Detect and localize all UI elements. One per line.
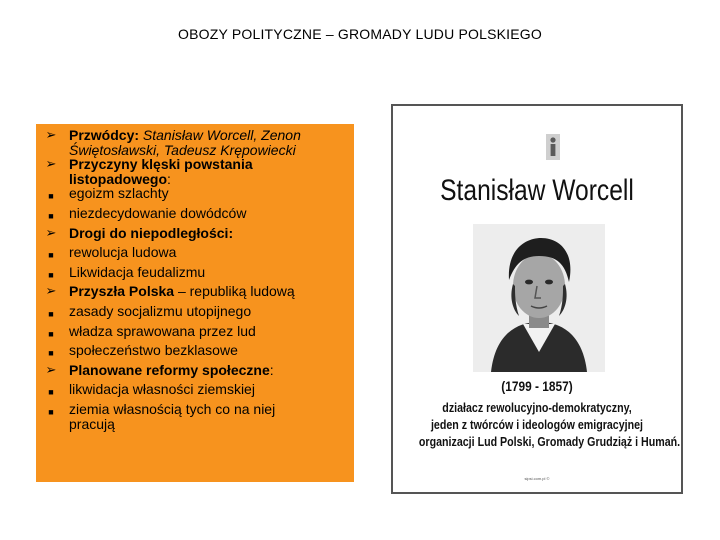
arrow-bullet-icon: ➢ [45,283,57,299]
list-item: ■ władza sprawowana przez lud [42,324,348,339]
square-bullet-icon: ■ [48,210,54,221]
square-bullet-icon: ■ [48,250,54,261]
list-item: ■ rewolucja ludowa [42,245,348,260]
arrow-bullet-icon: ➢ [45,224,57,240]
list-item: ➢ Przyszła Polska – republiką ludową [42,284,348,299]
list-item: ■ ziemia własnością tych co na niej pracują [42,402,348,431]
list-item: ■ zasady socjalizmu utopijnego [42,304,348,319]
list-item: ➢ Planowane reformy społeczne: [42,363,348,378]
list-item: ■ egoizm szlachty [42,186,348,201]
slide-title: OBOZY POLITYCZNE – GROMADY LUDU POLSKIEGO [178,26,542,42]
square-bullet-icon: ■ [48,191,54,202]
bullet-list [42,128,348,431]
list-item: ➢ Drogi do niepodległości: [42,226,348,241]
square-bullet-icon: ■ [48,269,54,280]
arrow-bullet-icon: ➢ [45,156,57,172]
square-bullet-icon: ■ [48,328,54,339]
list-item: ■ społeczeństwo bezklasowe [42,343,348,358]
portrait-card [391,104,683,494]
card-name: Stanisław Worcell [440,174,634,207]
list-item: ■ Likwidacja feudalizmu [42,265,348,280]
list-item: ➢ Przwódcy: Stanisław Worcell, Zenon Świętosławski, Tadeusz Krępowiecki [42,128,348,157]
square-bullet-icon: ■ [48,406,54,417]
square-bullet-icon: ■ [48,387,54,398]
square-bullet-icon: ■ [48,348,54,359]
list-item: ■ likwidacja własności ziemskiej [42,382,348,397]
list-item: ➢ Przyczyny klęski powstania listopadowego: [42,157,348,186]
card-description: działacz rewolucyjno-demokratyczny, jeden z twórców i ideologów emigracyjnej organizacji Lud Polski, Gromady Grudziąż i Humań. [418,400,681,449]
arrow-bullet-icon: ➢ [45,127,57,142]
portrait-image [473,224,605,372]
list-item: ■ niezdecydowanie dowódców [42,206,348,221]
card-dates: (1799 - 1857) [501,378,573,394]
arrow-bullet-icon: ➢ [45,361,57,377]
info-icon [546,134,560,160]
square-bullet-icon: ■ [48,308,54,319]
card-credit: sipsi.com.pl © [524,476,550,481]
